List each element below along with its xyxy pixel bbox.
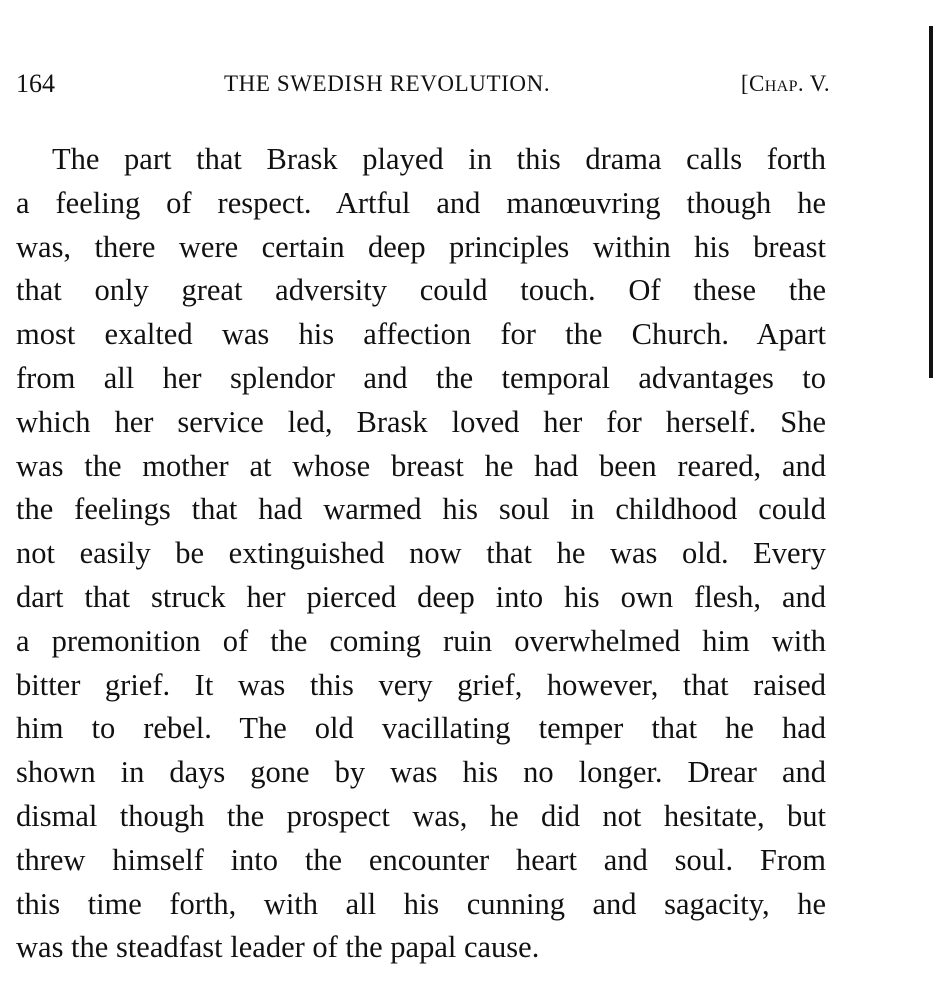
text-line: from all her splendor and the temporal advantages to [16, 360, 826, 395]
running-head [16, 66, 830, 102]
text-line: was, there were certain deep principles within his breast [16, 229, 826, 264]
chapter-reference: [Chap. V. [740, 71, 830, 96]
text-line: bitter grief. It was this very grief, however, that raised [16, 667, 826, 702]
text-line: most exalted was his affection for the Church. Apart [16, 317, 826, 352]
text-line: which her service led, Brask loved her for herself. She [16, 404, 826, 439]
text-line: that only great adversity could touch. Of these the [16, 273, 826, 308]
text-line: a feeling of respect. Artful and manœuvring though he [16, 185, 826, 220]
text-line: was the steadfast leader of the papal cause. [16, 930, 540, 965]
text-line: threw himself into the encounter heart and soul. From [16, 842, 826, 877]
text-line: dart that struck her pierced deep into his own flesh, and [16, 579, 826, 614]
body-paragraph [16, 138, 826, 970]
margin-rule [929, 26, 933, 378]
running-title: THE SWEDISH REVOLUTION. [224, 71, 551, 96]
text-line: The part that Brask played in this drama calls forth [52, 142, 826, 176]
text-line: dismal though the prospect was, he did not hesitate, but [16, 798, 826, 833]
text-line: a premonition of the coming ruin overwhelmed him with [16, 623, 826, 658]
page-number: 164 [16, 69, 55, 98]
text-line: this time forth, with all his cunning and sagacity, he [16, 886, 826, 921]
text-line: the feelings that had warmed his soul in childhood could [16, 492, 826, 527]
text-line: shown in days gone by was his no longer. Drear and [16, 755, 826, 790]
text-line: not easily be extinguished now that he was old. Every [16, 536, 826, 571]
text-line: him to rebel. The old vacillating temper that he had [16, 711, 826, 746]
text-line: was the mother at whose breast he had been reared, and [16, 448, 826, 483]
